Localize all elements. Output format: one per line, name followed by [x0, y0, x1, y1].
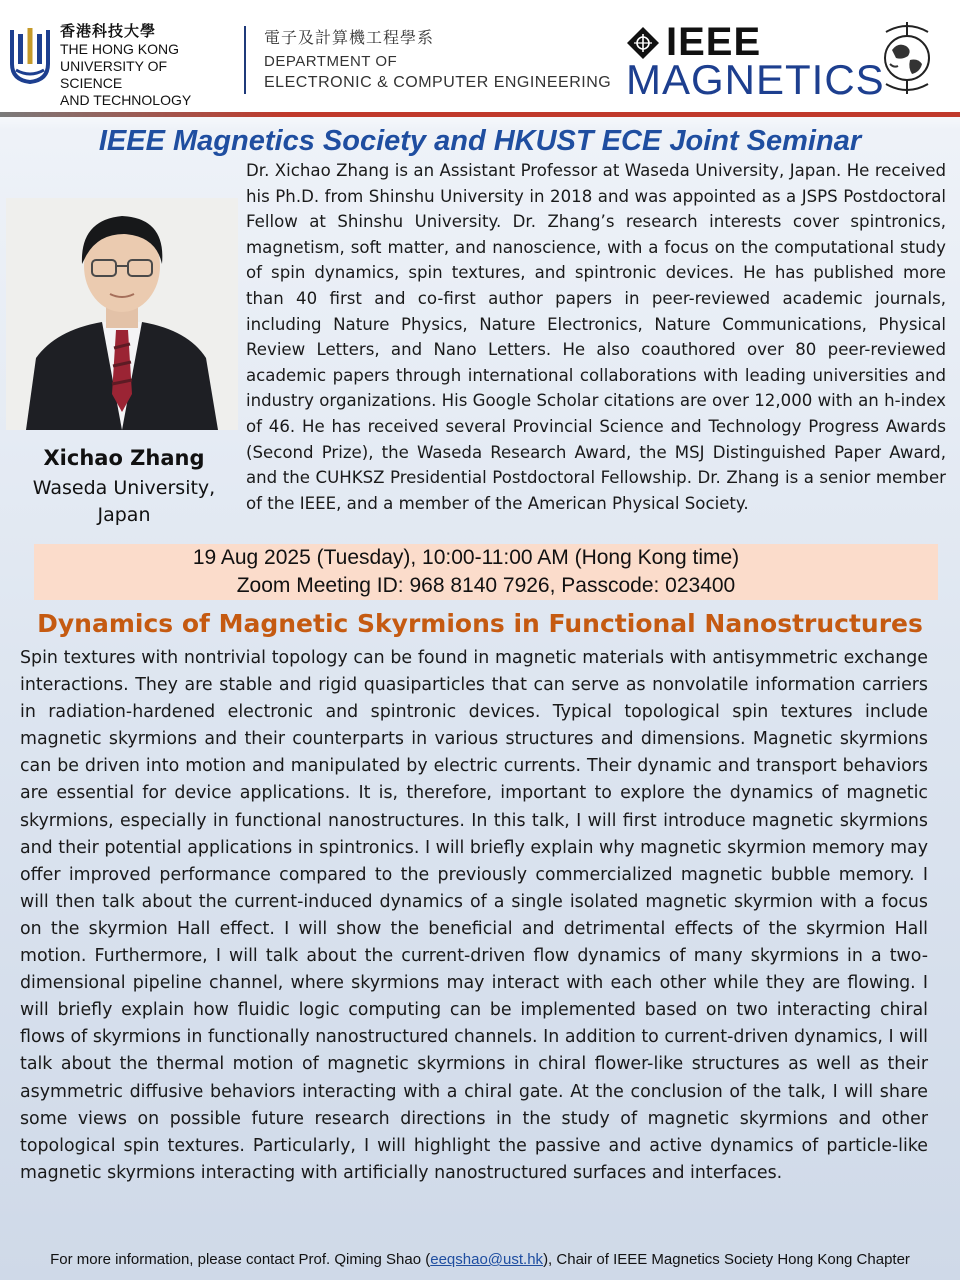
speaker-name: Xichao Zhang [43, 446, 205, 470]
contact-email-link[interactable]: eeqshao@ust.hk [430, 1251, 544, 1268]
footer-contact [0, 1249, 960, 1271]
hkust-name-en-2: UNIVERSITY OF SCIENCE [60, 58, 168, 91]
speaker-bio: Dr. Xichao Zhang is an Assistant Professor at Waseda University, Japan. He received his Ph.D. from Shinshu University in 2018 and was appointed as a JSPS Postdoctoral Fellow at Shinshu University. Dr. Zhang’s research interests cover spintronics, magnetism, soft matter, and nanoscience, with a focus on the computational study of spin dynamics, spin textures, and spintronic devices. He has published more than 40 first and co-first author papers in peer-reviewed academic journals, including Nature Physics, Nature Electronics, Nature Communications, Physical Review Letters, and Nano Letters. He also coauthored over 80 peer-reviewed academic papers through international collaborations with leading universities and industry organizations. His Google Scholar citations are over 12,000 with an h-index of 46. He has received several Provincial Science and Technology Progress Awards (Second Prize), the Waseda Research Award, the MSJ Distinguished Paper Award, and the CUHKSZ Presidential Postdoctoral Fellowship. Dr. Zhang is a senior member of the IEEE, and a member of the American Physical Society. [246, 161, 946, 513]
ieee-wordmark: IEEE [666, 20, 762, 64]
hkust-name-en-3: AND TECHNOLOGY [60, 92, 192, 108]
header-divider [244, 26, 246, 94]
magnetics-wordmark: MAGNETICS [626, 56, 885, 103]
ieee-diamond-icon [626, 26, 660, 60]
dept-name-en-2: ELECTRONIC & COMPUTER ENGINEERING [264, 74, 612, 91]
hkust-logo-icon [8, 24, 52, 84]
hkust-logo [8, 20, 228, 108]
ieee-magnetics-logo [620, 18, 936, 103]
footer-prefix: For more information, please contact Prof. Qiming Shao ( [50, 1251, 431, 1268]
dept-name-en-1: DEPARTMENT OF [264, 53, 398, 70]
footer-suffix: ), Chair of IEEE Magnetics Society Hong Kong Chapter [543, 1251, 910, 1268]
hkust-name-en-1: THE HONG KONG [60, 41, 180, 57]
magnetics-globe-icon [878, 20, 936, 96]
header-rule [0, 112, 960, 117]
hkust-name-zh: 香港科技大學 [60, 23, 157, 40]
speaker-affiliation-line-2: Japan [97, 504, 151, 526]
speaker-affiliation [0, 475, 248, 529]
talk-title: Dynamics of Magnetic Skyrmions in Functional Nanostructures [37, 609, 923, 638]
event-datetime: 19 Aug 2025 (Tuesday), 10:00-11:00 AM (Hong Kong time) [192, 546, 740, 569]
speaker-photo [6, 198, 238, 430]
talk-abstract: Spin textures with nontrivial topology can be found in magnetic materials with antisymmetric exchange interactions. They are stable and rigid quasiparticles that can serve as nonvolatile information carriers in radiation-hardened electronic and spintronic devices. Typical topological spin textures include magnetic skyrmions and their counterparts in various structures and dimensions. Magnetic skyrmions can be driven into motion and manipulated by electric currents. Their dynamic and transport behaviors are essential for device applications. It is, therefore, important to explore the dynamics of magnetic skyrmions, especially in functional nanostructures. In this talk, I will first introduce magnetic skyrmions and their potential applications in spintronics. I will briefly explain why magnetic skyrmion memory may offer improved performance compared to the previously commercialized magnetic bubble memory. I will then talk about the current-induced dynamics of a single isolated magnetic skyrmion with a focus on the skyrmion Hall effect. I will show the beneficial and detrimental effects of the skyrmion Hall motion. Furthermore, I will talk about the current-driven flow dynamics of many skyrmions in a two-dimensional pipeline channel, where skyrmions may interact with each other while they are flowing. I will briefly explain how fluidic logic computing can be implemented based on two interacting chiral flows of skyrmions in functionally nanostructured channels. In addition to current-driven dynamics, I will talk about the thermal motion of magnetic skyrmions in chiral flower-like structures as well as their asymmetric diffusive behaviors interacting with a chiral gate. At the conclusion of the talk, I will share some views on possible future research directions in the study of magnetic skyrmions and other topological spin textures. Particularly, I will highlight the passive and active dynamics of particle-like magnetic skyrmions interacting with artificially nanostructured surfaces and interfaces. [20, 648, 928, 1183]
event-details [34, 544, 938, 600]
event-zoom-info: Zoom Meeting ID: 968 8140 7926, Passcode: 023400 [236, 574, 736, 597]
department-name [264, 26, 611, 94]
dept-name-zh: 電子及計算機工程學系 [264, 30, 435, 47]
seminar-title: IEEE Magnetics Society and HKUST ECE Joint Seminar [98, 125, 862, 157]
header-banner [0, 0, 960, 112]
speaker-affiliation-line-1: Waseda University, [32, 477, 216, 499]
speaker-portrait-image [6, 198, 238, 430]
